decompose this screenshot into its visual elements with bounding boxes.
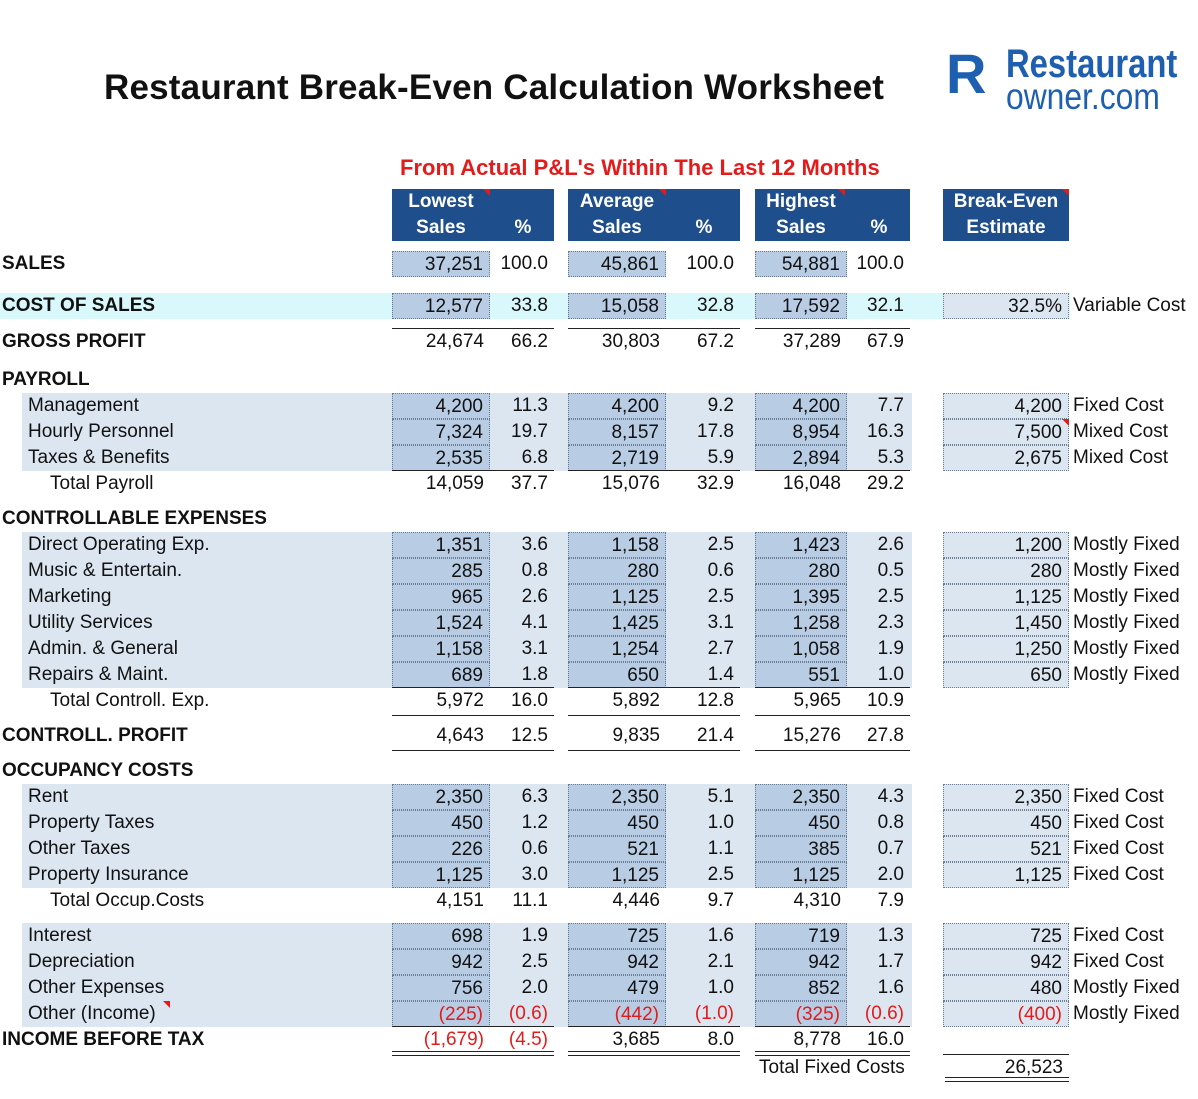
amount-cell: 16,048 [782, 473, 841, 494]
amount-cell[interactable]: 8,157 [568, 419, 666, 445]
table-row-hourly-personnel [0, 419, 1198, 445]
amount-cell[interactable]: 2,719 [568, 445, 666, 471]
table-row-other-expenses [0, 975, 1198, 1001]
total-fixed-costs-label: Total Fixed Costs [759, 1057, 905, 1078]
table-row-total-controll-exp [0, 688, 1198, 714]
percent-cell: 33.8 [511, 295, 548, 316]
percent-cell: 17.8 [697, 421, 734, 442]
percent-cell: 32.8 [697, 295, 734, 316]
breakeven-estimate-cell[interactable]: 942 [943, 949, 1069, 975]
amount-cell[interactable]: 1,158 [392, 636, 490, 662]
amount-cell: 4,446 [612, 890, 660, 911]
amount-cell: 4,643 [436, 725, 484, 746]
row-label: Hourly Personnel [28, 421, 174, 442]
amount-cell: 30,803 [601, 331, 660, 352]
table-row-marketing [0, 584, 1198, 610]
amount-cell[interactable]: 1,351 [392, 532, 490, 558]
amount-cell[interactable]: 650 [568, 662, 666, 688]
breakeven-estimate-cell[interactable]: 1,450 [943, 610, 1069, 636]
amount-cell: 5,972 [436, 690, 484, 711]
amount-cell[interactable]: (325) [755, 1001, 847, 1027]
amount-cell[interactable]: 479 [568, 975, 666, 1001]
amount-cell[interactable]: 1,058 [755, 636, 847, 662]
breakeven-estimate-cell[interactable]: 450 [943, 810, 1069, 836]
percent-cell: 21.4 [697, 725, 734, 746]
percent-cell: 1.0 [877, 664, 904, 685]
percent-cell: 1.9 [877, 638, 904, 659]
percent-cell: 19.7 [511, 421, 548, 442]
amount-cell: (1,679) [423, 1029, 484, 1050]
percent-cell: 16.3 [867, 421, 904, 442]
amount-cell: 14,059 [425, 473, 484, 494]
percent-cell: 29.2 [867, 473, 904, 494]
total-fixed-costs-value: 26,523 [1004, 1057, 1063, 1078]
breakeven-estimate-cell[interactable]: 1,125 [943, 862, 1069, 888]
amount-cell[interactable]: 4,200 [568, 393, 666, 419]
percent-cell: 1.7 [877, 951, 904, 972]
row-label: Interest [28, 925, 92, 946]
percent-cell: 1.6 [707, 925, 734, 946]
header-highest-pct: % [870, 217, 888, 238]
table-row-management [0, 393, 1198, 419]
table-row-property-taxes [0, 810, 1198, 836]
percent-cell: 11.3 [512, 395, 548, 416]
underline [392, 470, 554, 471]
cost-type-label: Mostly Fixed [1073, 977, 1180, 998]
cost-type-label: Mostly Fixed [1073, 612, 1180, 633]
amount-cell[interactable]: 551 [755, 662, 847, 688]
amount-cell[interactable]: 756 [392, 975, 490, 1001]
table-row-gross-profit [0, 329, 1198, 355]
underline [755, 750, 910, 751]
percent-cell: 5.9 [707, 447, 734, 468]
percent-cell: 0.7 [877, 838, 904, 859]
amount-cell[interactable]: 450 [392, 810, 490, 836]
amount-cell[interactable]: (442) [568, 1001, 666, 1027]
row-label: CONTROLLABLE EXPENSES [2, 508, 267, 529]
amount-cell[interactable]: 2,535 [392, 445, 490, 471]
percent-cell: 9.2 [707, 395, 734, 416]
header-lowest-pct: % [514, 217, 532, 238]
double-underline [392, 1051, 554, 1056]
double-underline [755, 1051, 910, 1056]
amount-cell[interactable]: 719 [755, 923, 847, 949]
header-lowest-sales: Lowest Sales [408, 191, 474, 238]
amount-cell[interactable]: 1,395 [755, 584, 847, 610]
row-label: CONTROLL. PROFIT [2, 725, 188, 746]
amount-cell[interactable]: 2,894 [755, 445, 847, 471]
row-label: COST OF SALES [2, 295, 156, 316]
percent-cell: 37.7 [511, 473, 548, 494]
cost-type-label: Fixed Cost [1073, 925, 1164, 946]
row-label: Repairs & Maint. [28, 664, 169, 685]
table-row-depreciation [0, 949, 1198, 975]
cost-type-label: Variable Cost [1073, 295, 1186, 316]
underline [755, 470, 910, 471]
amount-cell[interactable]: 450 [568, 810, 666, 836]
amount-cell[interactable]: 2,350 [392, 784, 490, 810]
percent-cell: 1.0 [707, 977, 734, 998]
cost-type-label: Mostly Fixed [1073, 1003, 1180, 1024]
table-row-rent [0, 784, 1198, 810]
breakeven-estimate-cell[interactable]: 521 [943, 836, 1069, 862]
breakeven-estimate-cell[interactable]: 1,250 [943, 636, 1069, 662]
row-label: Total Payroll [50, 473, 154, 494]
percent-cell: 2.0 [521, 977, 548, 998]
table-row-occupancy-costs [0, 758, 1198, 784]
amount-cell[interactable]: 942 [568, 949, 666, 975]
amount-cell[interactable]: 1,425 [568, 610, 666, 636]
amount-cell[interactable]: 226 [392, 836, 490, 862]
percent-cell: 1.2 [521, 812, 548, 833]
table-row-controllable-expenses [0, 506, 1198, 532]
amount-cell: 15,276 [782, 725, 841, 746]
row-label: Depreciation [28, 951, 135, 972]
underline [755, 1026, 910, 1027]
percent-cell: (0.6) [508, 1003, 548, 1024]
amount-cell[interactable]: 2,350 [755, 784, 847, 810]
underline [568, 715, 740, 716]
breakeven-estimate-cell[interactable]: 7,500 [943, 419, 1069, 445]
percent-cell: 1.1 [707, 838, 734, 859]
comment-marker-icon[interactable] [838, 189, 845, 196]
percent-cell: 1.0 [707, 812, 734, 833]
underline [568, 687, 740, 688]
percent-cell: 16.0 [867, 1029, 904, 1050]
logo-word-restaurant: Restaurant [1006, 42, 1178, 86]
table-row-total-occup-costs [0, 888, 1198, 914]
underline [392, 1026, 554, 1027]
breakeven-estimate-cell[interactable]: 650 [943, 662, 1069, 688]
percent-cell: 16.0 [511, 690, 548, 711]
row-label: Music & Entertain. [28, 560, 183, 581]
amount-cell[interactable]: 4,200 [755, 393, 847, 419]
amount-cell[interactable]: 965 [392, 584, 490, 610]
header-average-sales: Average Sales [579, 191, 655, 238]
cost-type-label: Fixed Cost [1073, 864, 1164, 885]
row-label: Admin. & General [28, 638, 178, 659]
row-label: Total Occup.Costs [50, 890, 205, 911]
percent-cell: 1.8 [521, 664, 548, 685]
table-row-admin-general [0, 636, 1198, 662]
amount-cell[interactable]: 45,861 [568, 251, 666, 277]
percent-cell: (0.6) [864, 1003, 904, 1024]
percent-cell: 2.5 [707, 586, 734, 607]
breakeven-estimate-cell[interactable]: 32.5% [943, 293, 1069, 319]
percent-cell: 27.8 [867, 725, 904, 746]
row-label: PAYROLL [2, 369, 90, 390]
cost-type-label: Mostly Fixed [1073, 586, 1180, 607]
amount-cell: 8,778 [793, 1029, 841, 1050]
header-average-pct: % [695, 217, 713, 238]
percent-cell: 0.5 [877, 560, 904, 581]
table-row-cost-of-sales [0, 293, 1198, 319]
double-underline [945, 1077, 1069, 1082]
percent-cell: (1.0) [694, 1003, 734, 1024]
amount-cell[interactable]: 1,524 [392, 610, 490, 636]
amount-cell: 5,965 [793, 690, 841, 711]
percent-cell: 0.6 [521, 838, 548, 859]
amount-cell[interactable]: (225) [392, 1001, 490, 1027]
percent-cell: 2.7 [707, 638, 734, 659]
cost-type-label: Fixed Cost [1073, 786, 1164, 807]
amount-cell: 37,289 [782, 331, 841, 352]
percent-cell: 32.1 [867, 295, 904, 316]
amount-cell[interactable]: 450 [755, 810, 847, 836]
percent-cell: 4.3 [877, 786, 904, 807]
underline [755, 328, 910, 329]
breakeven-estimate-cell[interactable]: 2,350 [943, 784, 1069, 810]
percent-cell: 0.8 [877, 812, 904, 833]
percent-cell: 8.0 [707, 1029, 734, 1050]
table-row-repairs-maint [0, 662, 1198, 688]
amount-cell[interactable]: 385 [755, 836, 847, 862]
percent-cell: 5.1 [707, 786, 734, 807]
percent-cell: 2.5 [521, 951, 548, 972]
amount-cell[interactable]: 1,254 [568, 636, 666, 662]
underline [755, 687, 910, 688]
amount-cell[interactable]: 280 [568, 558, 666, 584]
amount-cell: 5,892 [612, 690, 660, 711]
percent-cell: 5.3 [877, 447, 904, 468]
cost-type-label: Fixed Cost [1073, 812, 1164, 833]
breakeven-estimate-cell[interactable]: 725 [943, 923, 1069, 949]
cost-type-label: Mostly Fixed [1073, 560, 1180, 581]
amount-cell[interactable]: 4,200 [392, 393, 490, 419]
breakeven-estimate-cell[interactable]: 480 [943, 975, 1069, 1001]
amount-cell[interactable]: 285 [392, 558, 490, 584]
amount-cell[interactable]: 37,251 [392, 251, 490, 277]
amount-cell[interactable]: 17,592 [755, 293, 847, 319]
percent-cell: 1.6 [877, 977, 904, 998]
subtitle: From Actual P&L's Within The Last 12 Months [400, 155, 880, 180]
header-highest-sales: Highest Sales [766, 191, 836, 238]
percent-cell: 3.1 [521, 638, 548, 659]
comment-marker-icon[interactable] [1062, 419, 1069, 426]
percent-cell: 0.8 [521, 560, 548, 581]
table-row-property-insurance [0, 862, 1198, 888]
row-label: Other Expenses [28, 977, 165, 998]
percent-cell: 3.1 [707, 612, 734, 633]
amount-cell[interactable]: 54,881 [755, 251, 847, 277]
table-row-controll-profit [0, 723, 1198, 749]
amount-cell[interactable]: 1,125 [392, 862, 490, 888]
percent-cell: 2.5 [707, 534, 734, 555]
percent-cell: (4.5) [508, 1029, 548, 1050]
percent-cell: 2.1 [707, 951, 734, 972]
percent-cell: 2.3 [877, 612, 904, 633]
table-row-music-entertain [0, 558, 1198, 584]
amount-cell[interactable]: 7,324 [392, 419, 490, 445]
percent-cell: 2.6 [521, 586, 548, 607]
cost-type-label: Fixed Cost [1073, 951, 1164, 972]
table-row-utility-services [0, 610, 1198, 636]
amount-cell[interactable]: 725 [568, 923, 666, 949]
underline [568, 328, 740, 329]
amount-cell: 4,310 [793, 890, 841, 911]
percent-cell: 1.3 [877, 925, 904, 946]
amount-cell[interactable]: 1,158 [568, 532, 666, 558]
double-underline [568, 1051, 740, 1056]
row-label: Taxes & Benefits [28, 447, 170, 468]
percent-cell: 32.9 [697, 473, 734, 494]
percent-cell: 2.0 [877, 864, 904, 885]
amount-cell[interactable]: 1,125 [568, 584, 666, 610]
restaurant-owner-logo[interactable] [946, 42, 1178, 117]
table-row-direct-operating [0, 532, 1198, 558]
table-row-interest [0, 923, 1198, 949]
underline [568, 1026, 740, 1027]
breakeven-estimate-cell[interactable]: 1,200 [943, 532, 1069, 558]
percent-cell: 2.5 [877, 586, 904, 607]
comment-marker-icon[interactable] [1062, 189, 1069, 196]
row-label: Other (Income) [28, 1003, 156, 1024]
amount-cell[interactable]: 942 [392, 949, 490, 975]
percent-cell: 0.6 [707, 560, 734, 581]
amount-cell: 4,151 [436, 890, 484, 911]
table-row-income-before-tax [0, 1027, 1198, 1053]
amount-cell[interactable]: 942 [755, 949, 847, 975]
percent-cell: 67.2 [697, 331, 734, 352]
amount-cell[interactable]: 2,350 [568, 784, 666, 810]
row-label: INCOME BEFORE TAX [2, 1029, 205, 1050]
amount-cell[interactable]: 689 [392, 662, 490, 688]
percent-cell: 1.9 [521, 925, 548, 946]
amount-cell[interactable]: 280 [755, 558, 847, 584]
breakeven-estimate-cell[interactable]: 1,125 [943, 584, 1069, 610]
amount-cell[interactable]: 1,125 [568, 862, 666, 888]
logo-word-owner: owner.com [1006, 76, 1160, 117]
percent-cell: 7.9 [877, 890, 904, 911]
amount-cell: 3,685 [612, 1029, 660, 1050]
percent-cell: 3.0 [521, 864, 548, 885]
underline [568, 470, 740, 471]
cost-type-label: Mixed Cost [1073, 447, 1169, 468]
percent-cell: 7.7 [877, 395, 904, 416]
cost-type-label: Mostly Fixed [1073, 664, 1180, 685]
row-label: OCCUPANCY COSTS [2, 760, 194, 781]
percent-cell: 67.9 [867, 331, 904, 352]
cost-type-label: Fixed Cost [1073, 395, 1164, 416]
amount-cell[interactable]: 12,577 [392, 293, 490, 319]
table-row-total-payroll [0, 471, 1198, 497]
row-label: SALES [2, 253, 66, 274]
amount-cell: 9,835 [612, 725, 660, 746]
cost-type-label: Mixed Cost [1073, 421, 1169, 442]
amount-cell: 15,076 [601, 473, 660, 494]
row-label: Utility Services [28, 612, 153, 633]
row-label: Property Insurance [28, 864, 189, 885]
percent-cell: 2.5 [707, 864, 734, 885]
amount-cell[interactable]: 698 [392, 923, 490, 949]
percent-cell: 100.0 [686, 253, 734, 274]
percent-cell: 100.0 [856, 253, 904, 274]
breakeven-estimate-cell[interactable]: 4,200 [943, 393, 1069, 419]
percent-cell: 6.3 [521, 786, 548, 807]
amount-cell[interactable]: 1,258 [755, 610, 847, 636]
table-row-taxes-benefits [0, 445, 1198, 471]
row-label: GROSS PROFIT [2, 331, 146, 352]
row-label: Rent [28, 786, 69, 807]
percent-cell: 100.0 [500, 253, 548, 274]
breakeven-estimate-cell[interactable]: 2,675 [943, 445, 1069, 471]
percent-cell: 1.4 [707, 664, 734, 685]
underline [755, 715, 910, 716]
percent-cell: 2.6 [877, 534, 904, 555]
amount-cell[interactable]: 1,125 [755, 862, 847, 888]
cost-type-label: Fixed Cost [1073, 838, 1164, 859]
breakeven-estimate-cell[interactable]: (400) [943, 1001, 1069, 1027]
percent-cell: 12.5 [511, 725, 548, 746]
underline [568, 750, 740, 751]
table-row-sales [0, 251, 1198, 277]
comment-marker-icon[interactable] [483, 189, 490, 196]
percent-cell: 6.8 [521, 447, 548, 468]
underline [392, 687, 554, 688]
row-label: Direct Operating Exp. [28, 534, 210, 555]
underline [392, 715, 554, 716]
percent-cell: 10.9 [867, 690, 904, 711]
table-row-other-taxes [0, 836, 1198, 862]
percent-cell: 12.8 [697, 690, 734, 711]
cost-type-label: Mostly Fixed [1073, 638, 1180, 659]
amount-cell[interactable]: 1,423 [755, 532, 847, 558]
underline [392, 750, 554, 751]
percent-cell: 9.7 [707, 890, 734, 911]
page-title: Restaurant Break-Even Calculation Worksheet [104, 68, 885, 107]
cost-type-label: Mostly Fixed [1073, 534, 1180, 555]
percent-cell: 4.1 [521, 612, 548, 633]
table-row-payroll [0, 367, 1198, 393]
comment-marker-icon[interactable] [163, 1001, 170, 1008]
amount-cell[interactable]: 8,954 [755, 419, 847, 445]
amount-cell: 24,674 [425, 331, 484, 352]
comment-marker-icon[interactable] [659, 189, 666, 196]
amount-cell[interactable]: 15,058 [568, 293, 666, 319]
table-row-other-income [0, 1001, 1198, 1027]
row-label: Property Taxes [28, 812, 155, 833]
underline [392, 328, 554, 329]
row-label: Other Taxes [28, 838, 131, 859]
percent-cell: 11.1 [512, 890, 548, 911]
underline [943, 1054, 1069, 1055]
amount-cell[interactable]: 852 [755, 975, 847, 1001]
row-label: Total Controll. Exp. [50, 690, 210, 711]
header-breakeven-estimate: Break-Even Estimate [953, 191, 1059, 238]
breakeven-estimate-cell[interactable]: 280 [943, 558, 1069, 584]
amount-cell[interactable]: 521 [568, 836, 666, 862]
percent-cell: 3.6 [521, 534, 548, 555]
row-label: Marketing [28, 586, 112, 607]
row-label: Management [28, 395, 139, 416]
percent-cell: 66.2 [511, 331, 548, 352]
logo-mark: R [946, 42, 981, 105]
